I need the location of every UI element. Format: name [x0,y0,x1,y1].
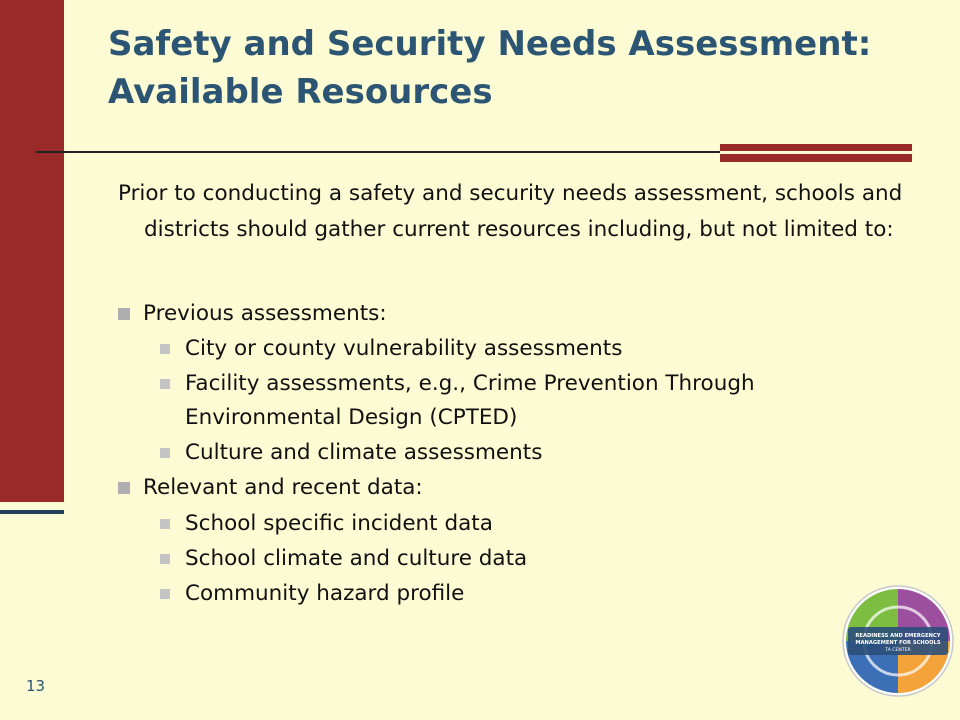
square-bullet-icon [160,554,170,564]
sub-bullet-text: City or county vulnerability assessments [185,336,623,361]
intro-paragraph: Prior to conducting a safety and security needs assessment, schools and districts should gather current resources including, but not limited to: [118,181,903,242]
logo-text-line2: MANAGEMENT FOR SCHOOLS [855,640,941,646]
square-bullet-icon [118,482,130,494]
sub-bullet-item [160,577,900,611]
sub-bullet-text: School specific incident data [185,511,493,536]
sub-bullet-text: Culture and climate assessments [185,440,543,465]
sub-bullet-item [160,542,900,576]
page-number: 13 [26,677,46,695]
bullet-item [118,471,918,505]
sub-bullet-text: School climate and culture data [185,546,528,571]
logo-text-line3: TA CENTER [885,648,911,653]
square-bullet-icon [160,379,170,389]
sub-bullet-item [160,332,900,366]
bullet-item [118,297,918,331]
sub-bullet-item [160,507,900,541]
square-bullet-icon [118,308,130,320]
square-bullet-icon [160,448,170,458]
logo-text-line1: READINESS AND EMERGENCY [855,633,941,639]
bullet-label: Relevant and recent data: [143,475,423,500]
sub-bullet-text: Community hazard profile [185,581,465,606]
sub-bullet-item [160,436,900,470]
square-bullet-icon [160,519,170,529]
sub-bullet-item [160,367,900,435]
sub-bullet-text: Facility assessments, e.g., Crime Prevention Through Environmental Design (CPTED) [185,371,755,430]
square-bullet-icon [160,344,170,354]
bullet-label: Previous assessments: [143,301,387,326]
square-bullet-icon [160,589,170,599]
slide-title: Safety and Security Needs Assessment: Available Resources [108,24,872,112]
rems-logo-icon [842,585,954,697]
